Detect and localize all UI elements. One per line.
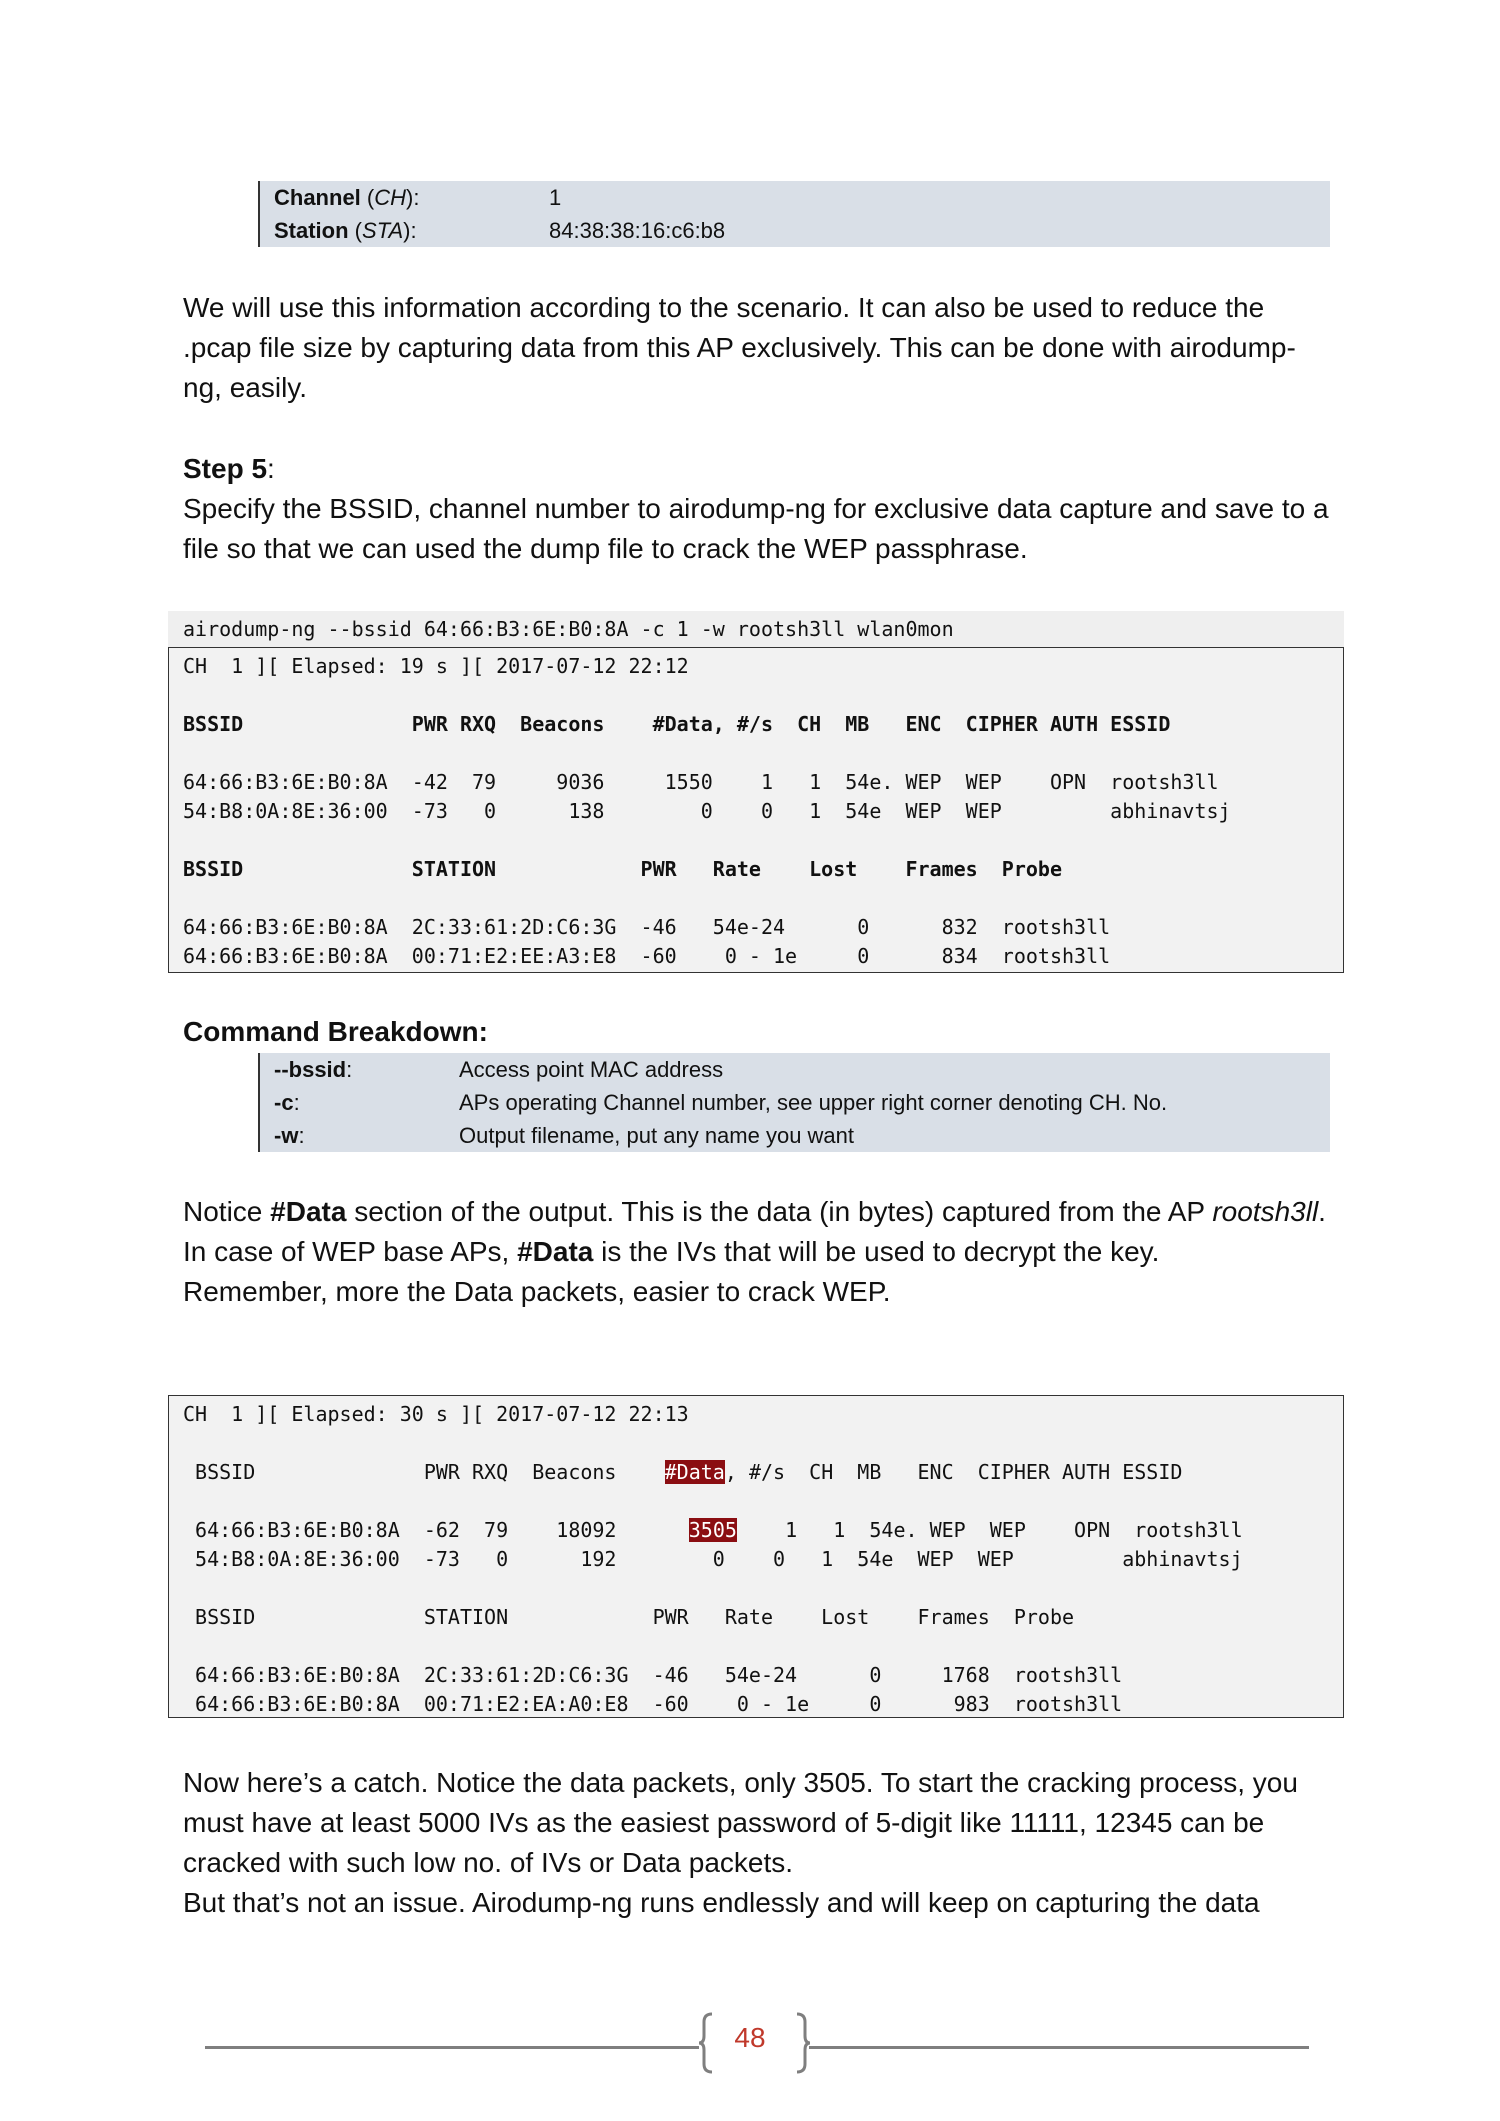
flag-label: -w [274, 1122, 299, 1148]
info-value: 84:38:38:16:c6:b8 [549, 217, 726, 243]
footer-rule-left [205, 2046, 699, 2049]
data-value-highlight: 3505 [688, 1518, 737, 1542]
terminal-output-2 [168, 1395, 1344, 1718]
info-label: Channel [274, 184, 361, 210]
breakdown-row: -w: Output filename, put any name you want [260, 1119, 1330, 1152]
breakdown-title: Command Breakdown: [183, 1016, 488, 1047]
terminal-line [183, 681, 1343, 710]
terminal-line [183, 1429, 1343, 1458]
step-description: Specify the BSSID, channel number to airodump-ng for exclusive data capture and save to a file so that we can used the dump file to crack the WEP passphrase. [183, 493, 1329, 564]
breakdown-row: --bssid: Access point MAC address [260, 1053, 1330, 1086]
info-table [258, 181, 1330, 247]
flag-description: Output filename, put any name you want [459, 1122, 855, 1148]
flag-description: Access point MAC address [459, 1056, 724, 1082]
terminal-line [183, 1487, 1343, 1516]
footer-rule-right [809, 2046, 1309, 2049]
terminal-header: BSSID STATION PWR Rate Lost Frames Probe [183, 857, 1062, 881]
flag-description: APs operating Channel number, see upper right corner denoting CH. No. [459, 1089, 1168, 1115]
info-row-channel: Channel (CH): 1 [260, 181, 1330, 214]
terminal-row: 64:66:B3:6E:B0:8A -42 79 9036 1550 1 1 54e. WEP WEP OPN rootsh3ll [183, 770, 1219, 794]
terminal-output-1 [168, 647, 1344, 973]
terminal-header: BSSID PWR RXQ Beacons #Data, #/s CH MB ENC CIPHER AUTH ESSID [183, 712, 1171, 736]
info-value: 1 [549, 184, 562, 210]
terminal-header: BSSID PWR RXQ Beacons #Data, #/s CH MB ENC CIPHER AUTH ESSID [183, 1460, 1183, 1484]
terminal-row: 64:66:B3:6E:B0:8A 00:71:E2:EE:A3:E8 -60 0 - 1e 0 834 rootsh3ll [183, 944, 1111, 968]
info-label: Station [274, 217, 349, 243]
flag-label: --bssid [274, 1056, 347, 1082]
terminal-row: 54:B8:0A:8E:36:00 -73 0 192 0 0 1 54e WEP WEP abhinavtsj [183, 1547, 1243, 1571]
paragraph-notice: Notice #Data section of the output. This is the data (in bytes) captured from the AP rootsh3ll. In case of WEP base APs, #Data is the IVs that will be used to decrypt the key. Remember, more the Data packets, easier to crack WEP. [183, 1196, 1326, 1307]
command-line: airodump-ng --bssid 64:66:B3:6E:B0:8A -c 1 -w rootsh3ll wlan0mon [168, 611, 1344, 647]
terminal-line [183, 826, 1343, 855]
paragraph-catch: Now here’s a catch. Notice the data packets, only 3505. To start the cracking process, you must have at least 5000 IVs as the easiest password of 5-digit like 11111, 12345 can be cracked with such low no. of IVs or Data packets. [183, 1767, 1298, 1878]
terminal-line [183, 884, 1343, 913]
breakdown-table [258, 1053, 1330, 1152]
terminal-row: 54:B8:0A:8E:36:00 -73 0 138 0 0 1 54e WEP WEP abhinavtsj [183, 799, 1231, 823]
terminal-row: 64:66:B3:6E:B0:8A 2C:33:61:2D:C6:3G -46 54e-24 0 1768 rootsh3ll [183, 1663, 1123, 1687]
terminal-line [183, 1632, 1343, 1661]
data-column-highlight: #Data [664, 1460, 725, 1484]
terminal-line [183, 739, 1343, 768]
paragraph-last: But that’s not an issue. Airodump-ng runs endlessly and will keep on capturing the data [183, 1887, 1260, 1918]
terminal-line: CH 1 ][ Elapsed: 19 s ][ 2017-07-12 22:12 [183, 654, 689, 678]
terminal-row: 64:66:B3:6E:B0:8A -62 79 18092 3505 1 1 54e. WEP WEP OPN rootsh3ll [183, 1518, 1243, 1542]
flag-label: -c [274, 1089, 294, 1115]
page-number: 48 [734, 2022, 766, 2053]
step-heading: Step 5: [183, 453, 275, 484]
terminal-line: CH 1 ][ Elapsed: 30 s ][ 2017-07-12 22:13 [183, 1402, 689, 1426]
terminal-header: BSSID STATION PWR Rate Lost Frames Probe [183, 1605, 1075, 1629]
terminal-row: 64:66:B3:6E:B0:8A 2C:33:61:2D:C6:3G -46 54e-24 0 832 rootsh3ll [183, 915, 1111, 939]
terminal-row: 64:66:B3:6E:B0:8A 00:71:E2:EA:A0:E8 -60 0 - 1e 0 983 rootsh3ll [183, 1692, 1123, 1716]
paragraph-intro: We will use this information according to the scenario. It can also be used to reduce the .pcap file size by capturing data from this AP exclusively. This can be done with airodump-ng, easily. [183, 292, 1296, 403]
terminal-line [183, 1574, 1343, 1603]
breakdown-row: -c: APs operating Channel number, see upper right corner denoting CH. No. [260, 1086, 1330, 1119]
info-row-station: Station (STA): 84:38:38:16:c6:b8 [260, 214, 1330, 247]
